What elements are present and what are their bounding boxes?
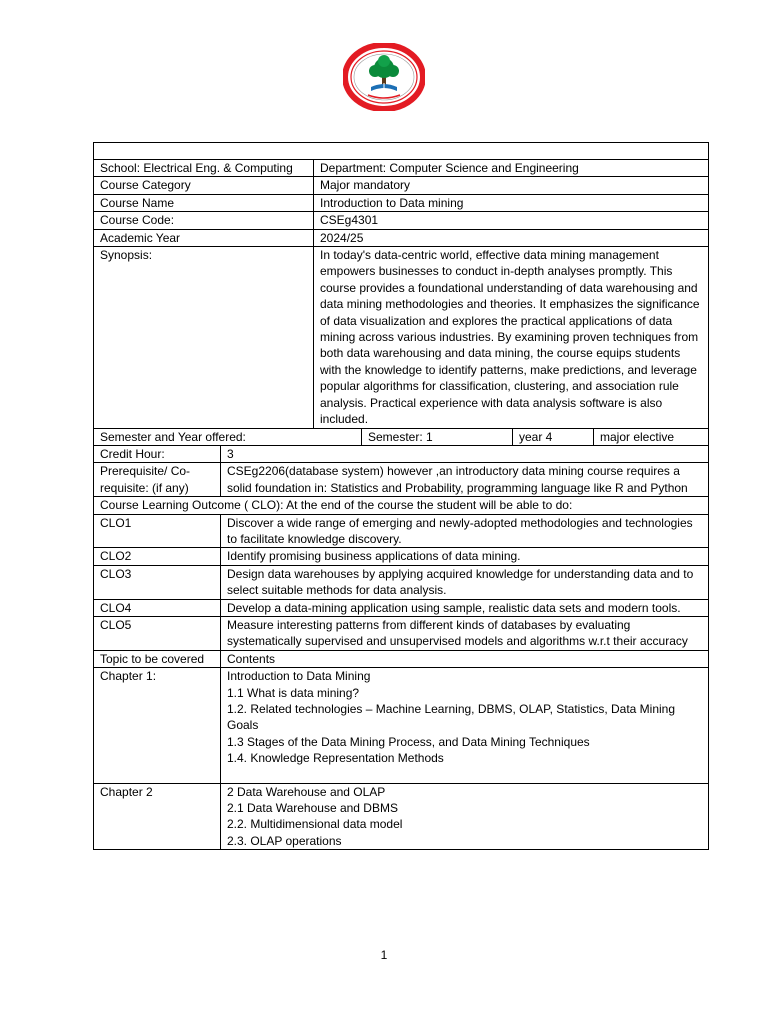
course-category-value: Major mandatory [314, 177, 709, 194]
course-description-table [93, 142, 709, 850]
synopsis-row [94, 247, 709, 428]
clo-text: Measure interesting patterns from different kinds of databases by evaluating systematically supervised and unsupervised models and algorithms w.r.t their accuracy [221, 616, 709, 650]
clo-text: Develop a data-mining application using sample, realistic data sets and modern tools. [221, 599, 709, 616]
chapter-label: Chapter 1: [94, 668, 221, 783]
course-name-row [94, 194, 709, 211]
prerequisite-value: CSEg2206(database system) however ,an introductory data mining course requires a solid foundation in: Statistics and Probability, programming language like R and Python [221, 463, 709, 497]
clo-label: CLO3 [94, 565, 221, 599]
year-offered-value: year 4 [513, 428, 594, 445]
table-header-blank-row [94, 143, 709, 160]
chapter-line: 1.1 What is data mining? [227, 685, 360, 700]
clo-label: CLO2 [94, 548, 221, 565]
semester-label: Semester and Year offered: [94, 428, 362, 445]
chapter-contents [221, 668, 709, 783]
prerequisite-row [94, 463, 709, 497]
clo-text: Discover a wide range of emerging and newly-adopted methodologies and technologies to facilitate knowledge discovery. [221, 514, 709, 548]
clo-text: Identify promising business applications of data mining. [221, 548, 709, 565]
synopsis-label: Synopsis: [94, 247, 314, 428]
academic-year-row [94, 229, 709, 246]
chapter-line: 1.2. Related technologies – Machine Learning, DBMS, OLAP, Statistics, Data Mining Goals [227, 702, 676, 733]
clo-row [94, 616, 709, 650]
synopsis-text: In today's data-centric world, effective data mining management empowers businesses to conduct in-depth analyses promptly. This course provides a foundational understanding of data warehousing and data mining methodologies and theories. It emphasizes the significance of data visualization and explores the practical applications of data mining across various industries. By examining proven techniques from both data warehousing and data mining, the course equips students with the knowledge to identify patterns, make predictions, and leverage popular algorithms for classification, clustering, and association rule analysis. Practical experience with data analysis software is also included. [314, 247, 709, 428]
semester-value: Semester: 1 [362, 428, 513, 445]
chapter-contents [221, 783, 709, 850]
course-code-value: CSEg4301 [314, 212, 709, 229]
school-cell: School: Electrical Eng. & Computing [94, 160, 314, 177]
clo-row [94, 514, 709, 548]
course-code-label: Course Code: [94, 212, 314, 229]
chapter-row [94, 668, 709, 783]
credit-hour-label: Credit Hour: [94, 445, 221, 462]
chapter-line: 1.3 Stages of the Data Mining Process, and Data Mining Techniques [227, 734, 590, 749]
clo-intro-row [94, 497, 709, 514]
clo-label: CLO1 [94, 514, 221, 548]
chapter-line: 2.2. Multidimensional data model [227, 817, 403, 832]
clo-text: Design data warehouses by applying acquired knowledge for understanding data and to select suitable methods for data analysis. [221, 565, 709, 599]
semester-row [94, 428, 709, 445]
chapter-row [94, 783, 709, 850]
course-code-row [94, 212, 709, 229]
chapter-line: Introduction to Data Mining [227, 669, 371, 684]
chapter-line: 2.1 Data Warehouse and DBMS [227, 801, 398, 816]
contents-label: Contents [221, 650, 709, 667]
course-category-label: Course Category [94, 177, 314, 194]
course-category-row [94, 177, 709, 194]
credit-hour-value: 3 [221, 445, 709, 462]
department-cell: Department: Computer Science and Engineering [314, 160, 709, 177]
topic-label: Topic to be covered [94, 650, 221, 667]
clo-label: CLO4 [94, 599, 221, 616]
school-row [94, 160, 709, 177]
clo-row [94, 599, 709, 616]
chapter-line: 1.4. Knowledge Representation Methods [227, 751, 444, 766]
clo-row [94, 565, 709, 599]
chapter-line: 2 Data Warehouse and OLAP [227, 784, 386, 799]
clo-row [94, 548, 709, 565]
course-name-value: Introduction to Data mining [314, 194, 709, 211]
university-seal-icon [343, 43, 425, 111]
academic-year-label: Academic Year [94, 229, 314, 246]
chapter-label: Chapter 2 [94, 783, 221, 850]
clo-label: CLO5 [94, 616, 221, 650]
prerequisite-label: Prerequisite/ Co-requisite: (if any) [94, 463, 221, 497]
elective-value: major elective [594, 428, 709, 445]
page-number: 1 [380, 948, 388, 962]
chapter-line: 2.3. OLAP operations [227, 833, 342, 848]
course-name-label: Course Name [94, 194, 314, 211]
clo-intro: Course Learning Outcome ( CLO): At the end of the course the student will be able to do: [94, 497, 709, 514]
topics-header-row [94, 650, 709, 667]
credit-hour-row [94, 445, 709, 462]
academic-year-value: 2024/25 [314, 229, 709, 246]
